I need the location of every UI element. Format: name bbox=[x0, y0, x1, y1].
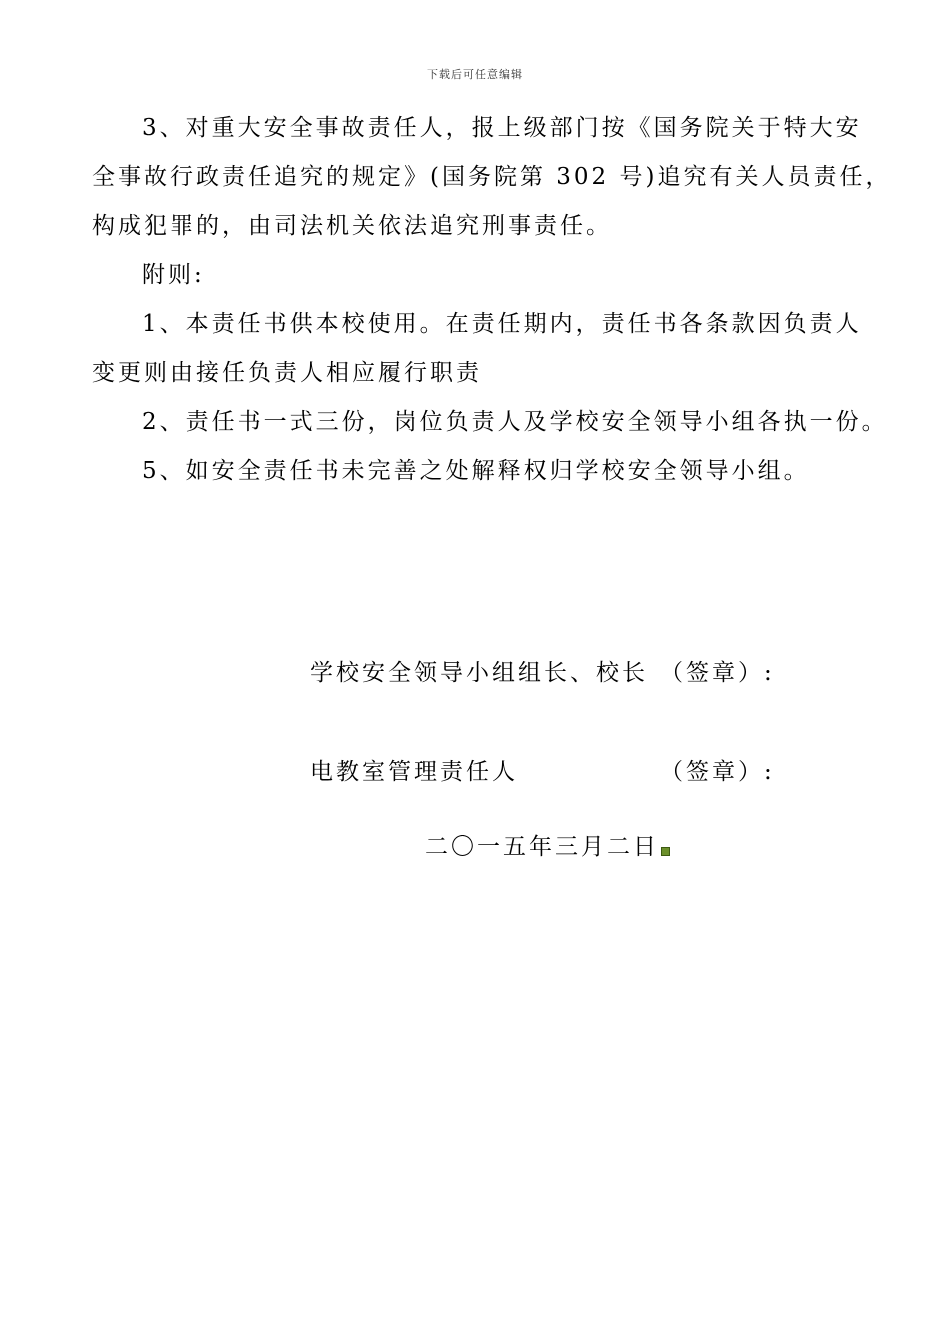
appendix-item-2: 2、责任书一式三份，岗位负责人及学校安全领导小组各执一份。 bbox=[142, 409, 888, 435]
leader-signature-label: 学校安全领导小组组长、校长 bbox=[310, 660, 648, 686]
appendix-item-1 bbox=[92, 300, 862, 398]
page-header-note: 下载后可任意编辑 bbox=[427, 68, 523, 81]
manager-signature-label: 电教室管理责任人 bbox=[310, 759, 518, 785]
clause-3-line-2: 全事故行政责任追究的规定》(国务院第 302 号)追究有关人员责任， bbox=[92, 164, 892, 190]
appendix-item-1-line-1: 1、本责任书供本校使用。在责任期内，责任书各条款因负责人 bbox=[142, 311, 862, 337]
appendix-item-1-line-2: 变更则由接任负责人相应履行职责 bbox=[92, 360, 482, 386]
clause-3-line-3: 构成犯罪的，由司法机关依法追究刑事责任。 bbox=[92, 213, 612, 239]
appendix-item-5: 5、如安全责任书未完善之处解释权归学校安全领导小组。 bbox=[142, 458, 810, 484]
appendix-title: 附则: bbox=[142, 262, 205, 288]
document-date bbox=[425, 832, 670, 862]
clause-3-paragraph bbox=[92, 104, 892, 251]
manager-seal-label: （签章）: bbox=[660, 759, 775, 785]
text-cursor-icon bbox=[661, 847, 670, 856]
clause-3-line-1: 3、对重大安全事故责任人，报上级部门按《国务院关于特大安 bbox=[142, 115, 862, 141]
date-text: 二〇一五年三月二日 bbox=[425, 834, 659, 860]
leader-seal-label: （签章）: bbox=[660, 660, 775, 686]
